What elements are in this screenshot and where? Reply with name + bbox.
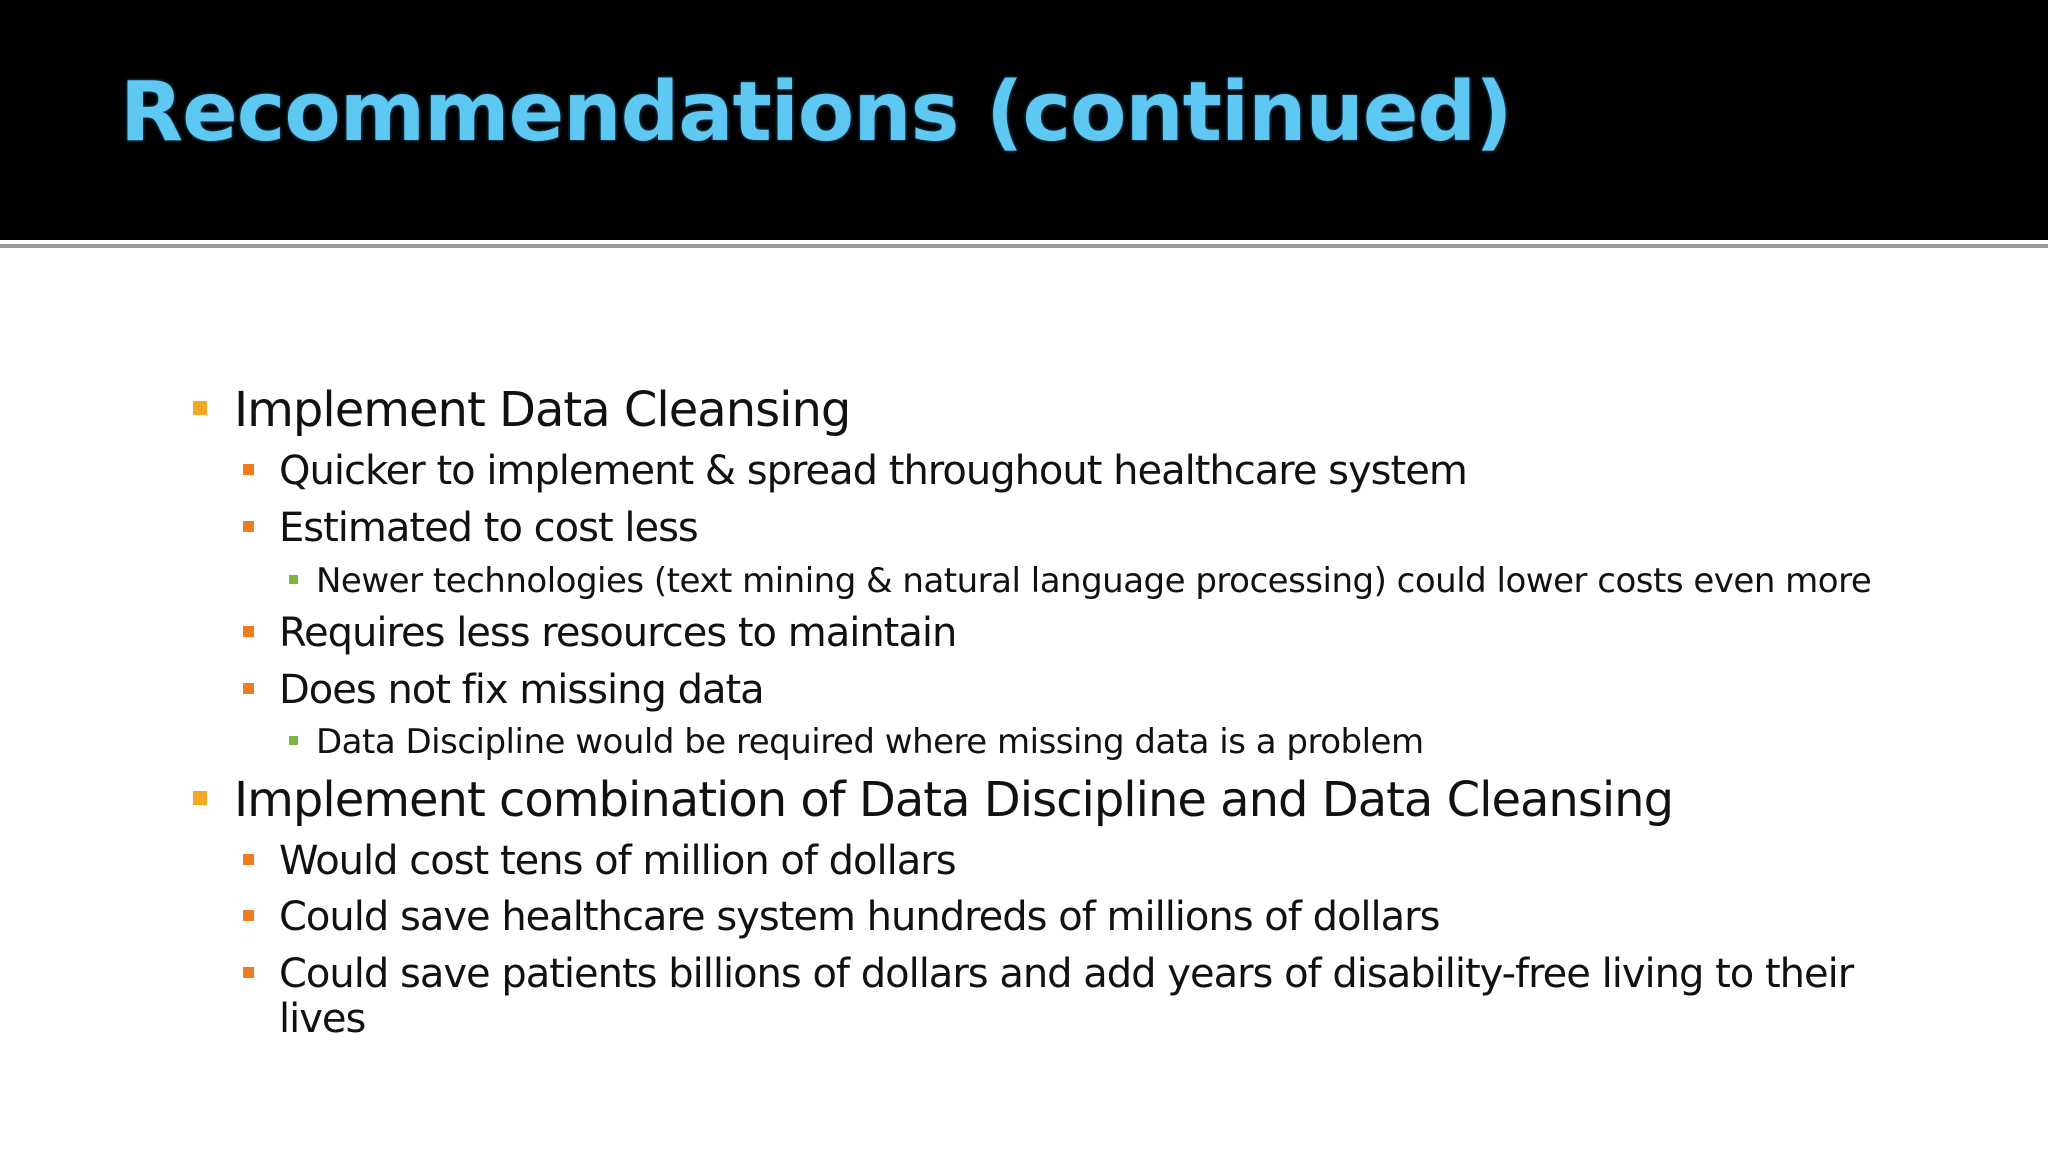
bullet-text: Implement combination of Data Discipline and Data Cleansing <box>234 772 1674 828</box>
bullet-marker-icon <box>243 854 254 865</box>
bullet-marker-icon <box>243 521 254 532</box>
bullet-text: Does not fix missing data <box>279 667 764 713</box>
bullet-marker-icon <box>243 626 254 637</box>
bullet-text: Data Discipline would be required where missing data is a problem <box>316 722 1424 762</box>
bullet-text: Requires less resources to maintain <box>279 610 957 656</box>
bullet-text: lives <box>279 996 366 1042</box>
bullet-marker-icon <box>243 464 254 475</box>
bullet-text: Quicker to implement & spread throughout healthcare system <box>279 448 1467 494</box>
slide-title: Recommendations (continued) <box>120 65 1512 160</box>
bullet-text: Newer technologies (text mining & natural language processing) could lower costs even more <box>316 561 1872 601</box>
bullet-marker-icon <box>243 683 254 694</box>
bullet-marker-icon <box>243 910 254 921</box>
bullet-text: Could save healthcare system hundreds of millions of dollars <box>279 894 1440 940</box>
bullet-text: Could save patients billions of dollars and add years of disability-free living to their <box>279 951 1854 997</box>
bullet-marker-icon <box>193 791 207 805</box>
bullet-marker-icon <box>243 967 254 978</box>
bullet-text: Estimated to cost less <box>279 505 698 551</box>
bullet-marker-icon <box>193 401 207 415</box>
bullet-marker-icon <box>289 736 298 745</box>
bullet-marker-icon <box>289 575 298 584</box>
bullet-text: Implement Data Cleansing <box>234 382 851 438</box>
bullet-text: Would cost tens of million of dollars <box>279 838 956 884</box>
